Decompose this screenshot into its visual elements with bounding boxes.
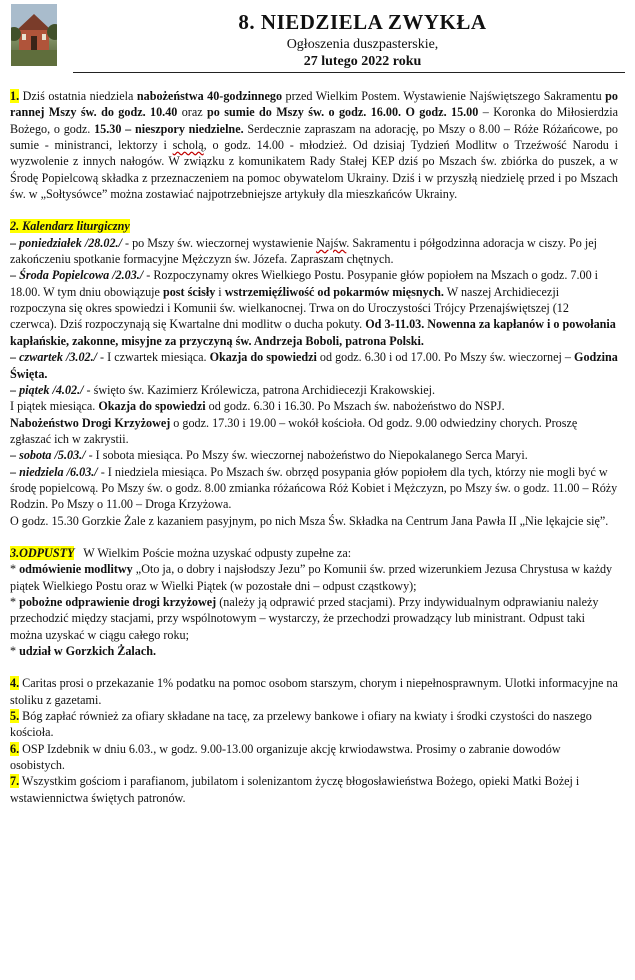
header-divider [73,72,625,73]
item-number: 5. [10,709,20,724]
item-number: 1. [10,89,20,103]
text: Dziś ostatnia niedziela [19,89,137,103]
text: od godz. 6.30 i 16.30. Po Mszach św. nabożeństwo do NSPJ. [205,399,505,414]
announcement-4 [10,675,618,708]
announcement-1 [10,88,618,202]
bold-text: Godzina Święta. [10,350,618,381]
text: oraz [177,105,208,120]
bold-text: odmówienie modlitwy [19,562,133,577]
bold-text: Okazja do spowiedzi [98,399,206,414]
calendar-sunday [10,464,618,513]
day-label: – Środa Popielcowa /2.03./ [10,268,144,283]
page-date: 27 lutego 2022 roku [303,54,422,69]
item-number: 6. [10,741,20,756]
section-heading: 2. Kalendarz liturgiczny [10,219,130,234]
text: - I niedziela miesiąca. Po Mszach św. obrzęd posypania głów popiołem dla tych, którzy nie mogli być w środę popielcową. Po Mszy św. o godz. 8.00 zmianka różańcowa Róż Kobiet i Mężczyzn, po Mszy św. o godz. 11.00 – Róży Rodzin. Po Mszy o 11.00 – Droga Krzyżowa. [10,464,618,512]
announcement-3 [10,545,618,659]
bullet: * [10,594,20,609]
calendar-thursday [10,349,618,382]
calendar-sunday-lamentations [10,513,618,529]
spacer [10,659,618,675]
spacer [10,202,618,218]
text: O godz. 15.30 Gorzkie Żale z kazaniem pasyjnym, po nich Msza Św. Składka na Centrum Jana Pawła II „Nie lękajcie się”. [10,513,609,528]
church-icon [11,4,57,66]
day-label: – czwartek /3.02./ [10,350,98,365]
text: (należy ją odprawić przed stacjami). Przy indywidualnym odprawianiu należy przechodzić między stacjami, przy wspólnotowym – wystarczy, że przechodzi prowadzący lub ministrant. Odpust taki można uzyskać w ciągu całego roku; [10,594,599,642]
text: OSP Izdebnik w dniu 6.03., w godz. 9.00-13.00 organizuje akcję krwiodawstwa. Prosimy o zabranie dowodów osobistych. [10,741,561,773]
announcement-5 [10,708,618,741]
text: - I sobota miesiąca. Po Mszy św. wieczornej nabożeństwo do Niepokalanego Serca Maryi. [85,448,528,463]
announcement-7 [10,773,618,806]
indulgence-3 [10,643,618,659]
text: przed Wielkim Postem. Wystawienie Najświętszego Sakramentu [282,89,606,103]
text: W naszej Archidiecezji rozpoczyna się okres spowiedzi i Komunii św. wielkanocnej. Trwa on do Uroczystości Trójcy Przenajświętszej (12 czerwca). Dziś rozpoczynają się Kwartalne dni modlitw o ducha pokuty. [10,284,569,332]
text: „Oto ja, o dobry i najsłodszy Jezu” po Komunii św. przed wizerunkiem Jezusa Chrystusa w każdy piątek Wielkiego Postu oraz w Wielki Piątek (w pozostałe dni – odpust cząstkowy); [10,562,613,593]
bold-text: Nabożeństwo Drogi Krzyżowej [10,415,171,430]
bold-text: post ścisły [162,284,216,299]
text: Bóg zapłać również za ofiary składane na tacę, za przelewy bankowe i ofiary na kwiaty i środki czystości do naszego kościoła. [10,709,592,740]
bullet: * [10,562,20,577]
announcement-6 [10,741,618,774]
text: Wszystkim gościom i parafianom, jubilatom i solenizantom życzę błogosławieństwa Bożego, opieki Matki Bożej i wstawiennictwa świętych patronów. [10,774,580,805]
text: i [215,284,225,299]
indulgence-2 [10,594,618,643]
calendar-saturday [10,447,618,463]
indulgence-1 [10,561,618,594]
bold-text: Okazja do spowiedzi [209,350,317,365]
announcements-body [10,88,618,806]
calendar-friday-stations [10,415,618,448]
bold-text: po sumie do Mszy św. o godz. 16.00. O godz. 15.00 [207,105,479,120]
item-number: 7. [10,774,20,789]
text: - po Mszy św. wieczornej wystawienie [121,235,317,250]
bullet: * [10,644,20,658]
spacer [10,529,618,545]
spellcheck-word: scholą [172,138,204,153]
bold-text: 15.30 – nieszpory niedzielne. [94,121,244,136]
calendar-wednesday [10,267,618,349]
page-subtitle: Ogłoszenia duszpasterskie, [286,37,439,52]
text: . Sakramentu i półgodzinna adoracja w ciszy. Po jej zakończeniu spotkanie formacyjne Mężczyzn św. Józefa. Zapraszam chętnych. [10,235,598,267]
day-label: – piątek /4.02./ [10,382,84,397]
calendar-monday [10,235,618,268]
day-label: – sobota /5.03./ [10,448,86,463]
bold-text: pobożne odprawienie drogi krzyżowej [19,594,217,609]
bold-text: . [153,644,157,658]
text: Caritas prosi o przekazanie 1% podatku na pomoc osobom starszym, chorym i niepełnosprawnym. Ulotki informacyjne na stoliku z gazetami. [10,676,618,707]
text: o godz. 17.30 i 19.00 – wokół kościoła. Od godz. 9.00 odwiedziny chorych. Proszę zgłaszać ich w zakrystii. [10,415,578,446]
text: W Wielkim Poście można uzyskać odpusty zupełne za: [74,545,352,560]
text: I piątek miesiąca. [10,399,99,414]
text: Serdecznie zapraszam na adorację, po Mszy o 8.00 – Róże Różańcowe, po sumie - ministranci, lektorzy i [10,121,618,153]
bold-text: udział w Gorzkich Żalach [19,644,154,658]
text: , o godz. 14.00 - młodzież. Od dzisiaj Tydzień Modlitw o Trzeźwość Narodu i wyzwolenie z innych nałogów. W związku z komunikatem Rady Stałej KEP dziś po Mszach św. zbiórka do puszek, a w Środę Popielcową składka z przeznaczeniem na pomoc obywatelom Ukrainy. Dziś i w przyszłą niedzielę przed i po Mszach św. w „Sołtysówce” można zostawiać najpotrzebniejsze artykuły dla mieszkańców Ukrainy. [10,138,618,202]
text: – Koronka do Miłosierdzia Bożego, o godz. [10,105,618,136]
item-number: 4. [10,676,20,691]
spellcheck-word: Najśw [316,235,347,250]
text: - Rozpoczynamy okres Wielkiego Postu. Posypanie głów popiołem na Mszach o godz. 7.00 i 18.00. W tym dniu obowiązuje [10,268,599,299]
section-heading: 3.ODPUSTY [10,545,75,560]
text: - święto św. Kazimierz Królewicza, patrona Archidiecezji Krakowskiej. [83,382,436,397]
page-title: 8. NIEDZIELA ZWYKŁA [238,10,487,34]
header [10,0,625,80]
bold-text: po rannej Mszy św. do godz. 10.40 [10,89,618,120]
calendar-friday [10,382,618,398]
text: - I czwartek miesiąca. [97,350,210,365]
bold-text: nabożeństwa 40-godzinnego [136,89,283,103]
announcement-page [10,0,625,980]
calendar-friday-confession [10,398,618,414]
text: od godz. 6.30 i od 17.00. Po Mszy św. wieczornej – [316,350,575,365]
day-label: – niedziela /6.03./ [10,464,98,479]
announcement-2 [10,218,618,529]
bold-text: Od 3-11.03. Nowenna za kapłanów i o powołania kapłańskie, zakonne, misyjne za przyczyną św. Andrzeja Boboli, patrona Polski. [10,317,616,348]
church-photo [11,4,57,66]
bold-text: wstrzemięźliwość od pokarmów mięsnych. [224,284,444,299]
day-label: – poniedziałek /28.02./ [10,235,122,250]
